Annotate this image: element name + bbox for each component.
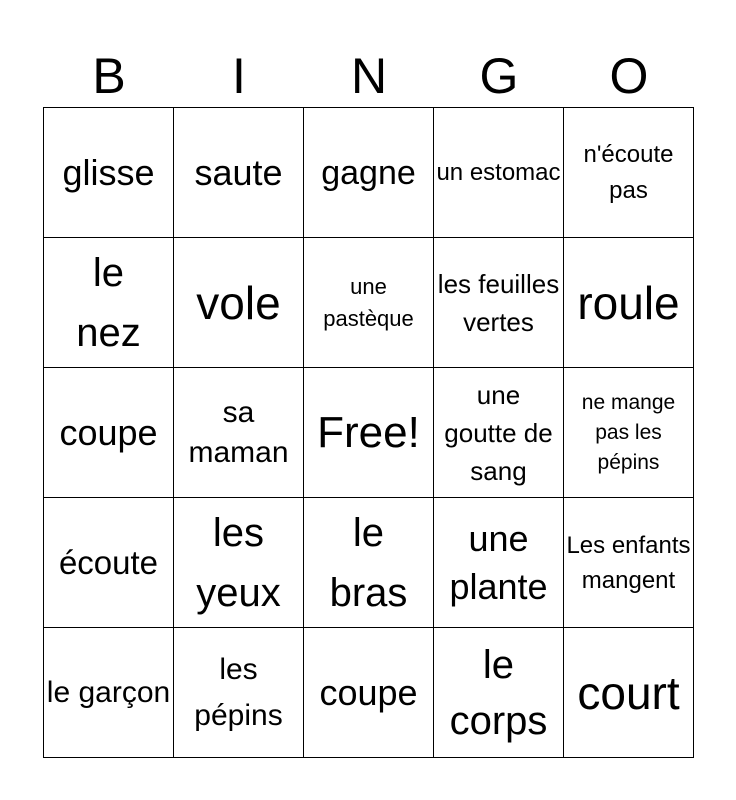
bingo-cell[interactable] [564, 498, 694, 628]
cell-label: le corps [449, 642, 548, 743]
bingo-cell[interactable] [44, 108, 174, 238]
bingo-cell[interactable] [44, 238, 174, 368]
cell-label: sa maman [188, 395, 289, 469]
cell-label: un estomac [436, 158, 561, 186]
cell-label: n'écoute pas [583, 140, 674, 204]
cell-label: roule [577, 276, 680, 329]
cell-label: vole [196, 276, 281, 329]
free-space-label: Free! [317, 407, 420, 457]
cell-label: une pastèque [323, 273, 414, 331]
cell-label: une plante [449, 517, 548, 607]
cell-label: gagne [321, 153, 416, 192]
cell-label: écoute [58, 543, 159, 581]
free-space-cell[interactable] [304, 368, 434, 498]
header-letter-o: O [609, 48, 649, 104]
bingo-cell[interactable] [434, 628, 564, 758]
bingo-cell[interactable] [174, 238, 304, 368]
bingo-cell[interactable] [174, 368, 304, 498]
cell-label: glisse [62, 151, 155, 193]
cell-label: coupe [319, 671, 418, 713]
bingo-cell[interactable] [564, 628, 694, 758]
cell-label: le bras [329, 510, 408, 615]
bingo-header [44, 45, 694, 107]
header-letter-b: B [92, 48, 126, 104]
bingo-cell[interactable] [564, 108, 694, 238]
cell-label: les yeux [196, 510, 281, 615]
bingo-cell[interactable] [174, 628, 304, 758]
bingo-cell[interactable] [44, 628, 174, 758]
bingo-cell[interactable] [44, 368, 174, 498]
cell-label: saute [194, 151, 283, 193]
cell-label: coupe [59, 411, 158, 453]
bingo-cell[interactable] [434, 238, 564, 368]
cell-label: court [577, 666, 680, 719]
header-letter-n: N [350, 48, 388, 104]
bingo-cell[interactable] [304, 108, 434, 238]
bingo-cell[interactable] [434, 368, 564, 498]
bingo-cell[interactable] [434, 108, 564, 238]
cell-label: Les enfants mangent [566, 531, 691, 594]
bingo-cell[interactable] [304, 238, 434, 368]
cell-label: les feuilles vertes [437, 268, 560, 337]
bingo-cell[interactable] [44, 498, 174, 628]
cell-label: le nez [76, 250, 141, 355]
cell-label: ne mange pas les pépins [581, 390, 676, 474]
cell-label: une goutte de sang [444, 379, 553, 486]
bingo-card-grid [43, 107, 694, 758]
cell-label: les pépins [194, 652, 283, 732]
bingo-cell[interactable] [174, 498, 304, 628]
bingo-cell[interactable] [174, 108, 304, 238]
bingo-cell[interactable] [434, 498, 564, 628]
bingo-cell[interactable] [304, 628, 434, 758]
cell-label: le garçon [46, 675, 171, 709]
header-letter-g: G [479, 48, 519, 104]
bingo-cell[interactable] [304, 498, 434, 628]
bingo-cell[interactable] [564, 368, 694, 498]
header-letter-i: I [232, 48, 246, 104]
bingo-cell[interactable] [564, 238, 694, 368]
